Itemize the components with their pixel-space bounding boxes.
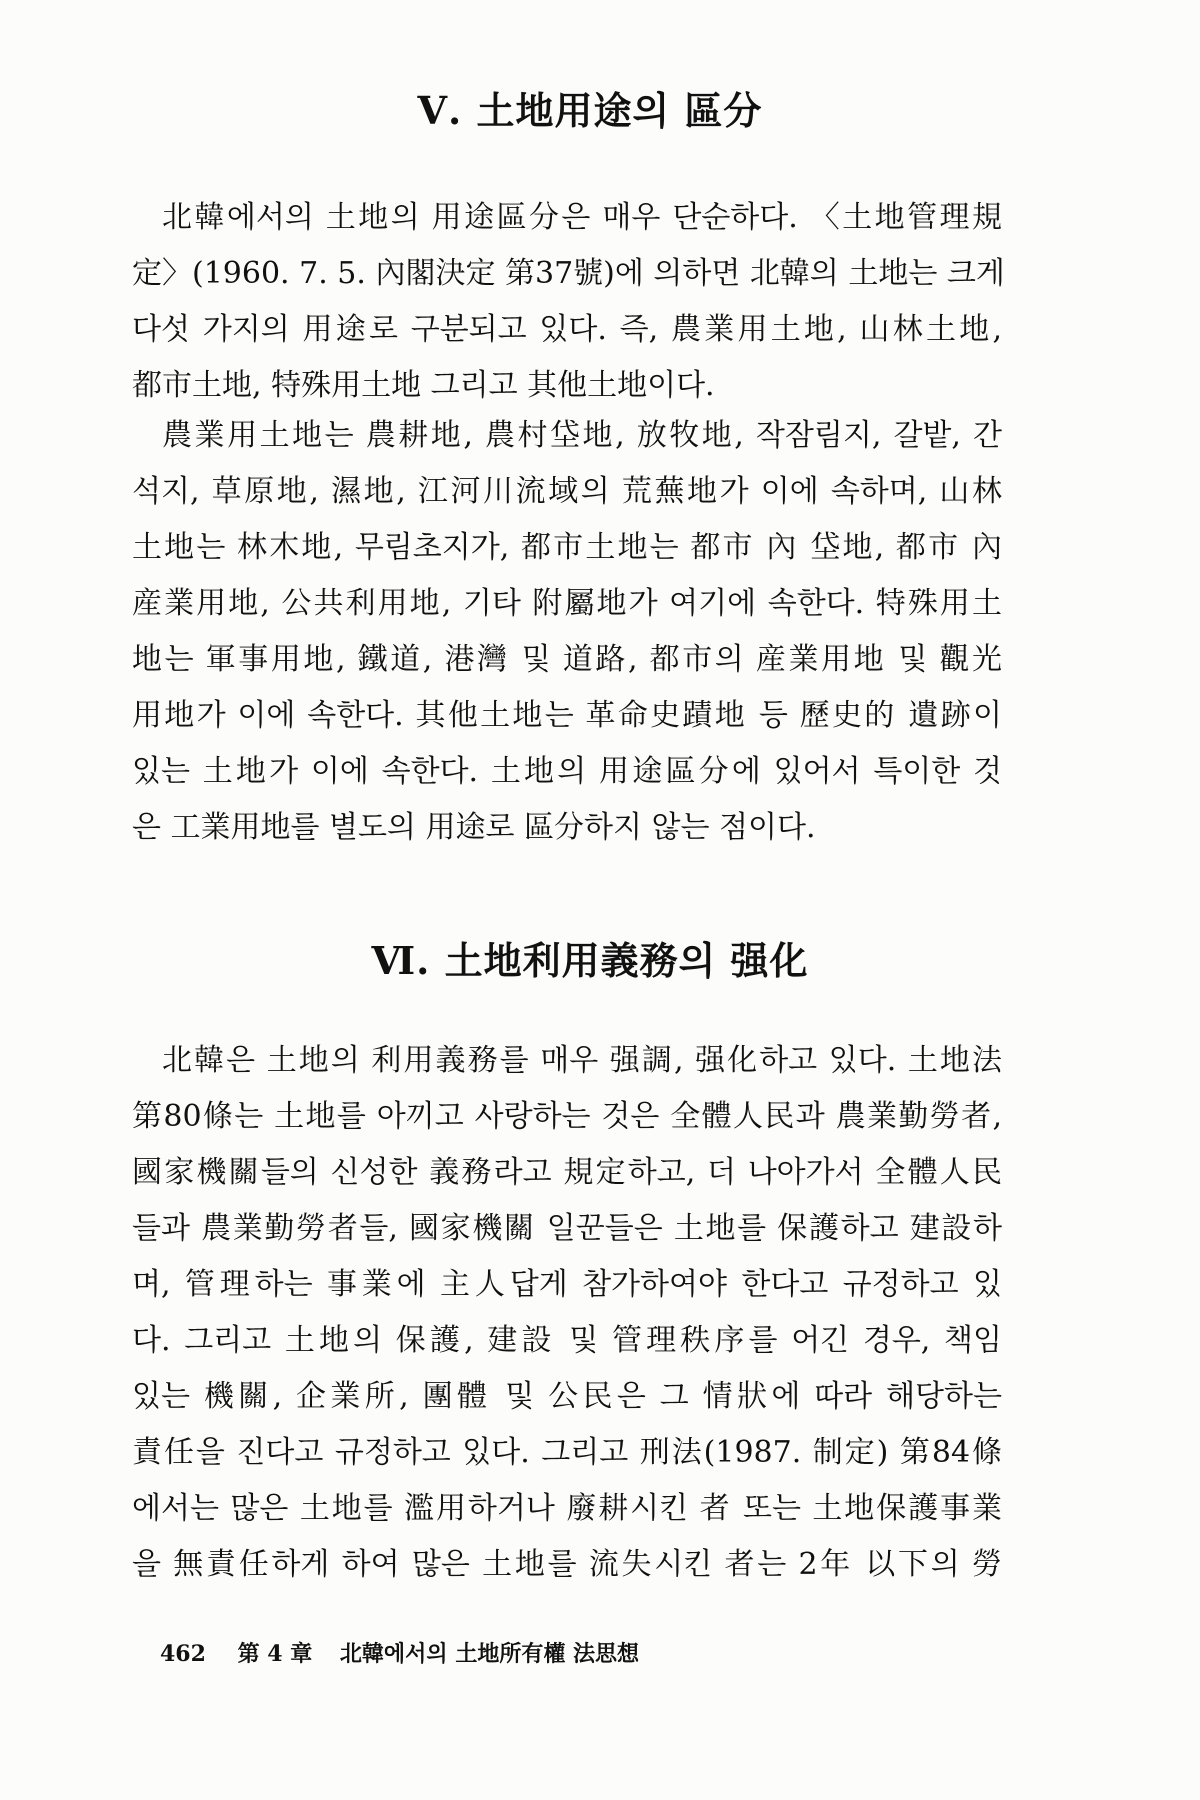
chapter-title: 北韓에서의 土地所有權 法思想 [339,1641,639,1667]
page-number: 462 [160,1641,206,1667]
text-line: 土地는 林木地, 무림초지가, 都市土地는 都市 內 垈地, 都市 內 [132,530,1002,565]
text-line: 들과 農業勤勞者들, 國家機關 일꾼들은 土地를 保護하고 建設하 [132,1211,1002,1246]
text-line: 産業用地, 公共利用地, 기타 附屬地가 여기에 속한다. 特殊用土 [132,586,1002,621]
chapter-label: 第 4 章 [237,1641,313,1667]
paragraph [132,408,1002,856]
text-line: 며, 管理하는 事業에 主人답게 참가하여야 한다고 규정하고 있 [132,1267,1002,1302]
text-line: 다. 그리고 土地의 保護, 建設 및 管理秩序를 어긴 경우, 책임 [132,1323,1002,1358]
text-line: 北韓에서의 土地의 用途區分은 매우 단순하다. 〈土地管理規 [162,200,1002,235]
text-line: 석지, 草原地, 濕地, 江河川流域의 荒蕪地가 이에 속하며, 山林 [132,474,1002,509]
text-line: 있는 機關, 企業所, 團體 및 公民은 그 情狀에 따라 해당하는 [132,1379,1002,1414]
text-line: 第80條는 土地를 아끼고 사랑하는 것은 全體人民과 農業勤勞者, [132,1099,1002,1134]
paragraph [132,1033,1002,1593]
text-line: 北韓은 土地의 利用義務를 매우 强調, 强化하고 있다. 土地法 [162,1043,1002,1078]
text-line: 은 工業用地를 별도의 用途로 區分하지 않는 점이다. [132,810,816,845]
text-line: 農業用土地는 農耕地, 農村垈地, 放牧地, 작잠림지, 갈밭, 간 [162,418,1002,453]
section-title-6: Ⅵ. 土地利用義務의 强化 [371,938,809,983]
text-line: 定〉(1960. 7. 5. 內閣決定 第37號)에 의하면 北韓의 土地는 크게 [132,256,1005,291]
text-line: 있는 土地가 이에 속한다. 土地의 用途區分에 있어서 특이한 것 [132,754,1002,789]
text-line: 을 無責任하게 하여 많은 土地를 流失시킨 者는 2年 以下의 勞 [132,1547,1002,1582]
text-line: 다섯 가지의 用途로 구분되고 있다. 즉, 農業用土地, 山林土地, [132,312,1002,347]
section-title-5: Ⅴ. 土地用途의 區分 [417,88,763,133]
text-line: 責任을 진다고 규정하고 있다. 그리고 刑法(1987. 制定) 第84條 [132,1435,1002,1470]
text-line: 都市土地, 特殊用土地 그리고 其他土地이다. [132,368,715,403]
text-line: 地는 軍事用地, 鐵道, 港灣 및 道路, 都市의 産業用地 및 觀光 [132,642,1002,677]
paragraph [132,190,1005,414]
text-line: 에서는 많은 土地를 濫用하거나 廢耕시킨 者 또는 土地保護事業 [132,1491,1002,1526]
page-footer [160,1637,639,1668]
text-line: 國家機關들의 신성한 義務라고 規定하고, 더 나아가서 全體人民 [132,1155,1002,1190]
text-line: 用地가 이에 속한다. 其他土地는 革命史蹟地 등 歷史的 遺跡이 [132,698,1002,733]
